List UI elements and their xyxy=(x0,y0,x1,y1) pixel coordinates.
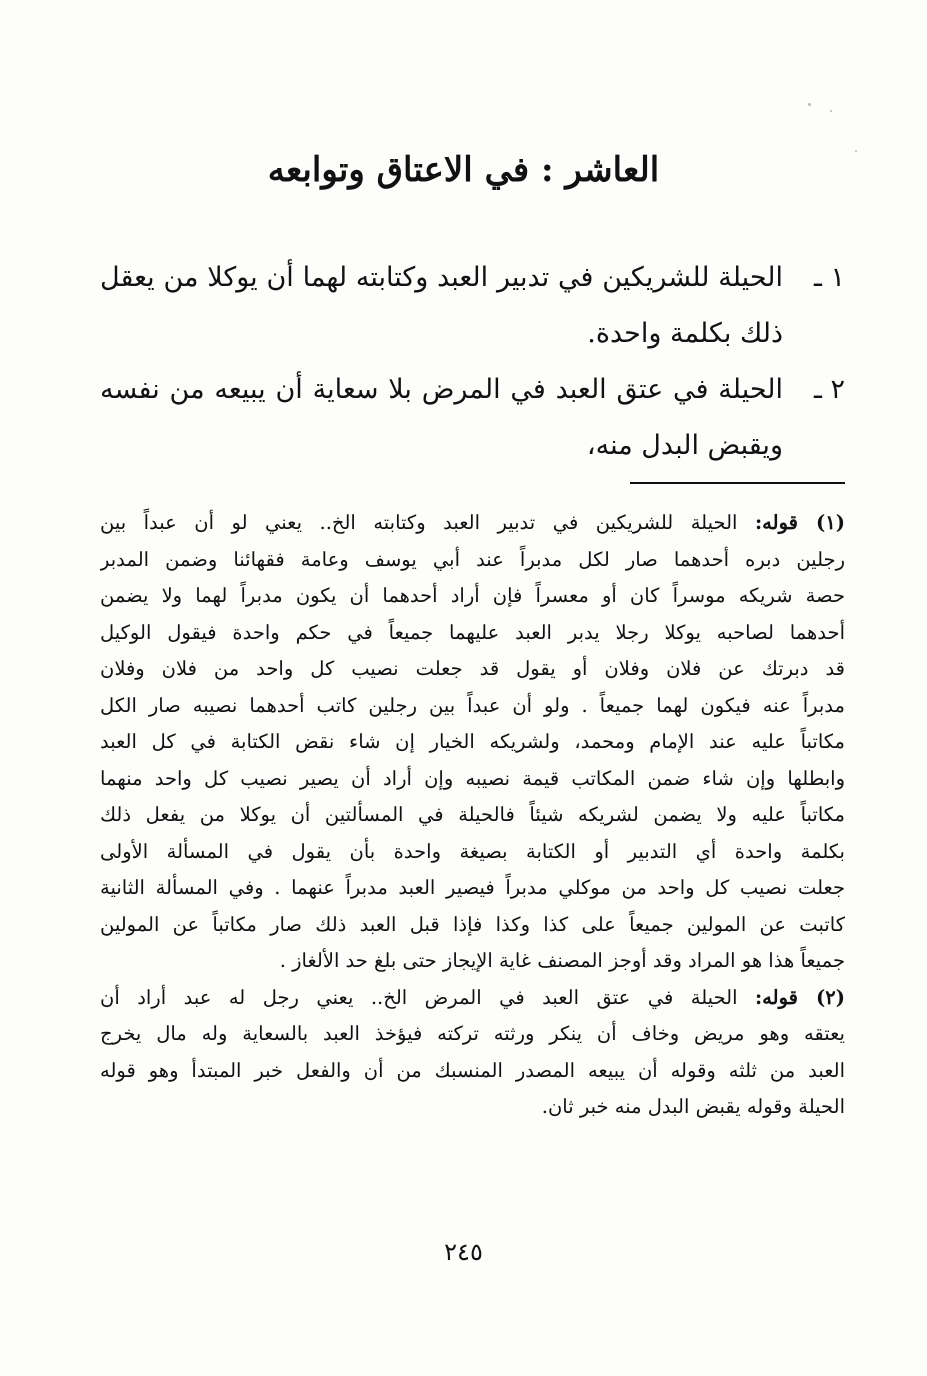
footnote-line: وابطلها وإن شاء ضمن المكاتب قيمة نصيبه وإن أراد أن يصير نصيب كل واحد منهما xyxy=(100,766,845,790)
footnote-line: الحيلة وقوله يقبض البدل منه خبر ثان. xyxy=(541,1095,845,1118)
footnote-lead: (١) قوله: xyxy=(754,511,845,534)
footnote-line: العبد من ثلثه وقوله أن يبيعه المصدر المنسبك من أن والفعل خبر المبتدأ وهو قوله xyxy=(100,1058,845,1082)
page-number: ٢٤٥ xyxy=(444,1238,483,1266)
footnote-line: مكاتباً عليه عند الإمام ومحمد، ولشريكه الخيار إن شاء نقض الكتابة في كل العبد xyxy=(100,730,845,753)
item-number: ١ ـ xyxy=(813,262,845,293)
footnotes xyxy=(100,505,845,1126)
footnote-line xyxy=(100,980,845,1017)
footnote-line: جميعاً هذا هو المراد وقد أوجز المصنف غاية الإيجاز حتى بلغ حد الألغاز . xyxy=(279,949,845,972)
footnote-line: قد دبرتك عن فلان وفلان أو يقول قد جعلت نصيب كل واحد من فلان وفلان xyxy=(100,657,845,680)
text-line: الحيلة للشريكين في تدبير العبد وكتابته الخ.. يعني لو أن عبداً بين xyxy=(100,511,738,534)
footnote-divider xyxy=(630,482,845,484)
item-text xyxy=(100,362,783,474)
footnote-line: بكلمة واحدة أي التدبير أو الكتابة بصيغة واحدة بأن يقول في المسألة الأولى xyxy=(100,839,845,863)
text-line: الحيلة في عتق العبد في المرض الخ.. يعني رجل له عبد أراد أن xyxy=(100,985,738,1009)
text-line: ويقبض البدل منه، xyxy=(586,430,783,461)
main-text xyxy=(100,250,845,474)
text-line: ذلك بكلمة واحدة. xyxy=(587,318,783,349)
footnote-line xyxy=(100,505,845,542)
footnote-line: رجلين دبره أحدهما صار لكل مدبراً عند أبي يوسف وعامة فقهائنا وضمن المدبر xyxy=(100,547,845,571)
footnote-line: حصة شريكه موسراً كان أو معسراً فإن أراد أحدهما أن يكون مدبراً لهما ولا يضمن xyxy=(100,584,845,607)
footnote-line: يعتقه وهو مريض وخاف أن ينكر ورثته تركته فيؤخذ العبد بالسعاية وله مال يخرج xyxy=(100,1022,845,1045)
footnote-line: أحدهما لصاحبه يوكلا رجلا يدبر العبد عليهما جميعاً في حكم واحدة فيقول الوكيل xyxy=(100,620,845,644)
footnote xyxy=(100,980,845,1126)
footnote xyxy=(100,505,845,980)
item-text xyxy=(100,250,783,362)
footnote-line: مدبراً عنه فيكون لهما جميعاً . ولو أن عبداً بين رجلين كاتب أحدهما نصيبه صار الكل xyxy=(100,693,845,717)
main-item xyxy=(100,250,845,362)
text-line: الحيلة في عتق العبد في المرض بلا سعاية أن يبيعه من نفسه xyxy=(100,374,783,405)
scan-speck xyxy=(830,110,832,112)
chapter-title: العاشر : في الاعتاق وتوابعه xyxy=(267,150,660,190)
main-item xyxy=(100,362,845,474)
text-line: الحيلة للشريكين في تدبير العبد وكتابته لهما أن يوكلا من يعقل xyxy=(100,262,783,293)
scan-speck xyxy=(808,103,811,106)
footnote-lead: (٢) قوله: xyxy=(754,985,845,1009)
footnote-line: كاتبت عن المولين جميعاً على كذا وكذا فإذا قبل العبد ذلك صار مكاتباً عن المولين xyxy=(100,912,845,936)
footnote-line: جعلت نصيب كل واحد من موكلي مدبراً فيصير العبد مدبراً عنهما . وفي المسألة الثانية xyxy=(100,876,845,899)
footnote-line: مكاتباً عليه ولا يضمن لشريكه شيئاً فالحيلة في المسألتين أن يوكلا من يفعل ذلك xyxy=(100,803,845,826)
item-number: ٢ ـ xyxy=(813,374,845,405)
